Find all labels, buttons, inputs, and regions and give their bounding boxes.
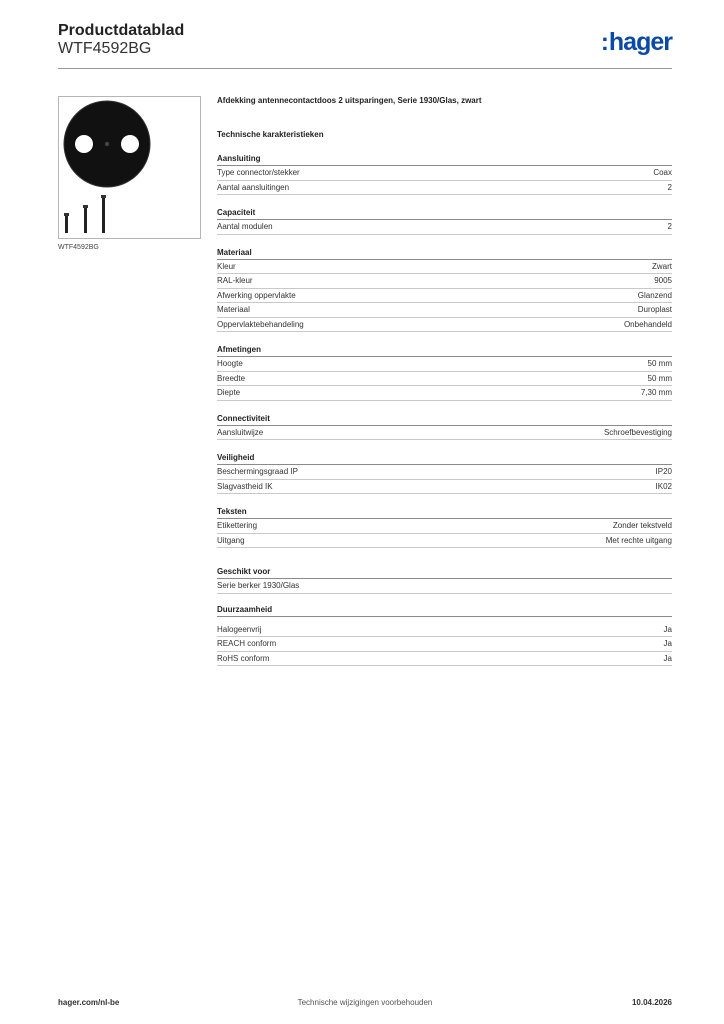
spec-value: Met rechte uitgang: [605, 535, 672, 545]
spec-row: [217, 303, 672, 318]
spec-row: [217, 637, 672, 652]
spec-value: IP20: [655, 467, 672, 476]
spec-value: Zonder tekstveld: [612, 521, 672, 530]
spec-row: [217, 318, 672, 333]
spec-value: Schroefbevestiging: [603, 427, 672, 437]
spec-value: 50 mm: [647, 373, 672, 383]
spec-value: Ja: [663, 624, 672, 634]
page-header: [58, 22, 672, 70]
section-afmetingen: [217, 344, 672, 401]
spec-row: [217, 386, 672, 401]
section-capaciteit: [217, 207, 672, 235]
spec-value: IK02: [655, 481, 672, 491]
spec-label: Hoogte: [217, 359, 243, 368]
technical-heading: Technische karakteristieken: [217, 130, 324, 139]
spec-row: [217, 357, 672, 372]
spec-label: Diepte: [217, 388, 241, 397]
image-caption: WTF4592BG: [58, 244, 99, 251]
footer-notice: Technische wijzigingen voorbehouden: [297, 998, 433, 1007]
section-veiligheid: [217, 452, 672, 494]
section-connectiviteit: [217, 413, 672, 441]
product-description: Afdekking antennecontactdoos 2 uitsparingen, Serie 1930/Glas, zwart: [217, 96, 482, 105]
spec-value: Ja: [663, 653, 672, 663]
footer-url[interactable]: hager.com/nl-be: [58, 998, 120, 1007]
spec-row: [217, 260, 672, 275]
spec-row: [217, 465, 672, 480]
spec-label: Aantal modulen: [217, 222, 273, 231]
spec-label: REACH conform: [217, 639, 277, 648]
spec-value: Ja: [663, 639, 672, 648]
hager-logo[interactable]: :hager: [600, 28, 672, 56]
spec-row: [217, 579, 672, 594]
document-title: Productdatablad: [58, 22, 185, 39]
spec-value: 2: [667, 182, 672, 192]
spec-label: Beschermingsgraad IP: [217, 467, 298, 476]
spec-row: [217, 220, 672, 235]
footer-date: 10.04.2026: [631, 998, 672, 1007]
spec-row: [217, 534, 672, 549]
spec-label: Oppervlaktebehandeling: [217, 319, 304, 329]
spec-label: Aansluitwijze: [217, 427, 264, 437]
spec-label: Type connector/stekker: [217, 168, 300, 177]
header-divider: [58, 68, 672, 69]
spec-value: 50 mm: [647, 359, 672, 368]
spec-value: 7,30 mm: [640, 388, 672, 397]
spec-value: Duroplast: [637, 305, 672, 314]
logo-text: hager: [608, 28, 672, 56]
spec-row: [217, 623, 672, 638]
spec-row: [217, 480, 672, 495]
page-footer: [58, 998, 672, 1010]
spec-label: Slagvastheid IK: [217, 481, 273, 491]
spec-label: Kleur: [217, 261, 236, 271]
section-title: Aansluiting: [217, 153, 672, 166]
section-geschikt-voor: [217, 566, 672, 594]
spec-row: [217, 181, 672, 196]
spec-row: [217, 166, 672, 181]
spec-row: [217, 652, 672, 667]
spec-label: Halogeenvrij: [217, 624, 262, 634]
section-title: Connectiviteit: [217, 413, 672, 426]
spec-value: Glanzend: [637, 290, 672, 300]
product-code: WTF4592BG: [58, 40, 152, 57]
section-title: Afmetingen: [217, 344, 672, 357]
section-duurzaamheid: [217, 604, 672, 667]
spec-row: [217, 519, 672, 534]
spec-label: Afwerking oppervlakte: [217, 290, 296, 300]
spec-label: Aantal aansluitingen: [217, 182, 290, 192]
section-materiaal: [217, 247, 672, 333]
spec-row: [217, 274, 672, 289]
spec-label: Serie berker 1930/Glas: [217, 581, 300, 590]
section-title: Geschikt voor: [217, 566, 672, 579]
spec-label: RoHS conform: [217, 653, 270, 663]
spec-value: Zwart: [652, 261, 672, 271]
spec-value: 2: [667, 222, 672, 231]
spec-row: [217, 289, 672, 304]
spec-label: Uitgang: [217, 535, 245, 545]
spec-value: Onbehandeld: [623, 319, 672, 329]
spec-value: 9005: [654, 276, 672, 285]
product-image: [58, 96, 201, 239]
spec-content: [217, 96, 672, 666]
spec-row: [217, 426, 672, 441]
section-title: Teksten: [217, 506, 672, 519]
spec-row: [217, 372, 672, 387]
cover-plate-illustration: [59, 97, 200, 238]
section-title: Veiligheid: [217, 452, 672, 465]
spec-label: Materiaal: [217, 305, 250, 314]
spec-label: Etikettering: [217, 521, 258, 530]
section-title: Duurzaamheid: [217, 604, 672, 617]
section-aansluiting: [217, 153, 672, 195]
spec-label: Breedte: [217, 373, 246, 383]
section-teksten: [217, 506, 672, 548]
section-title: Capaciteit: [217, 207, 672, 220]
spec-value: Coax: [653, 168, 672, 177]
spec-label: RAL-kleur: [217, 276, 253, 285]
section-title: Materiaal: [217, 247, 672, 260]
